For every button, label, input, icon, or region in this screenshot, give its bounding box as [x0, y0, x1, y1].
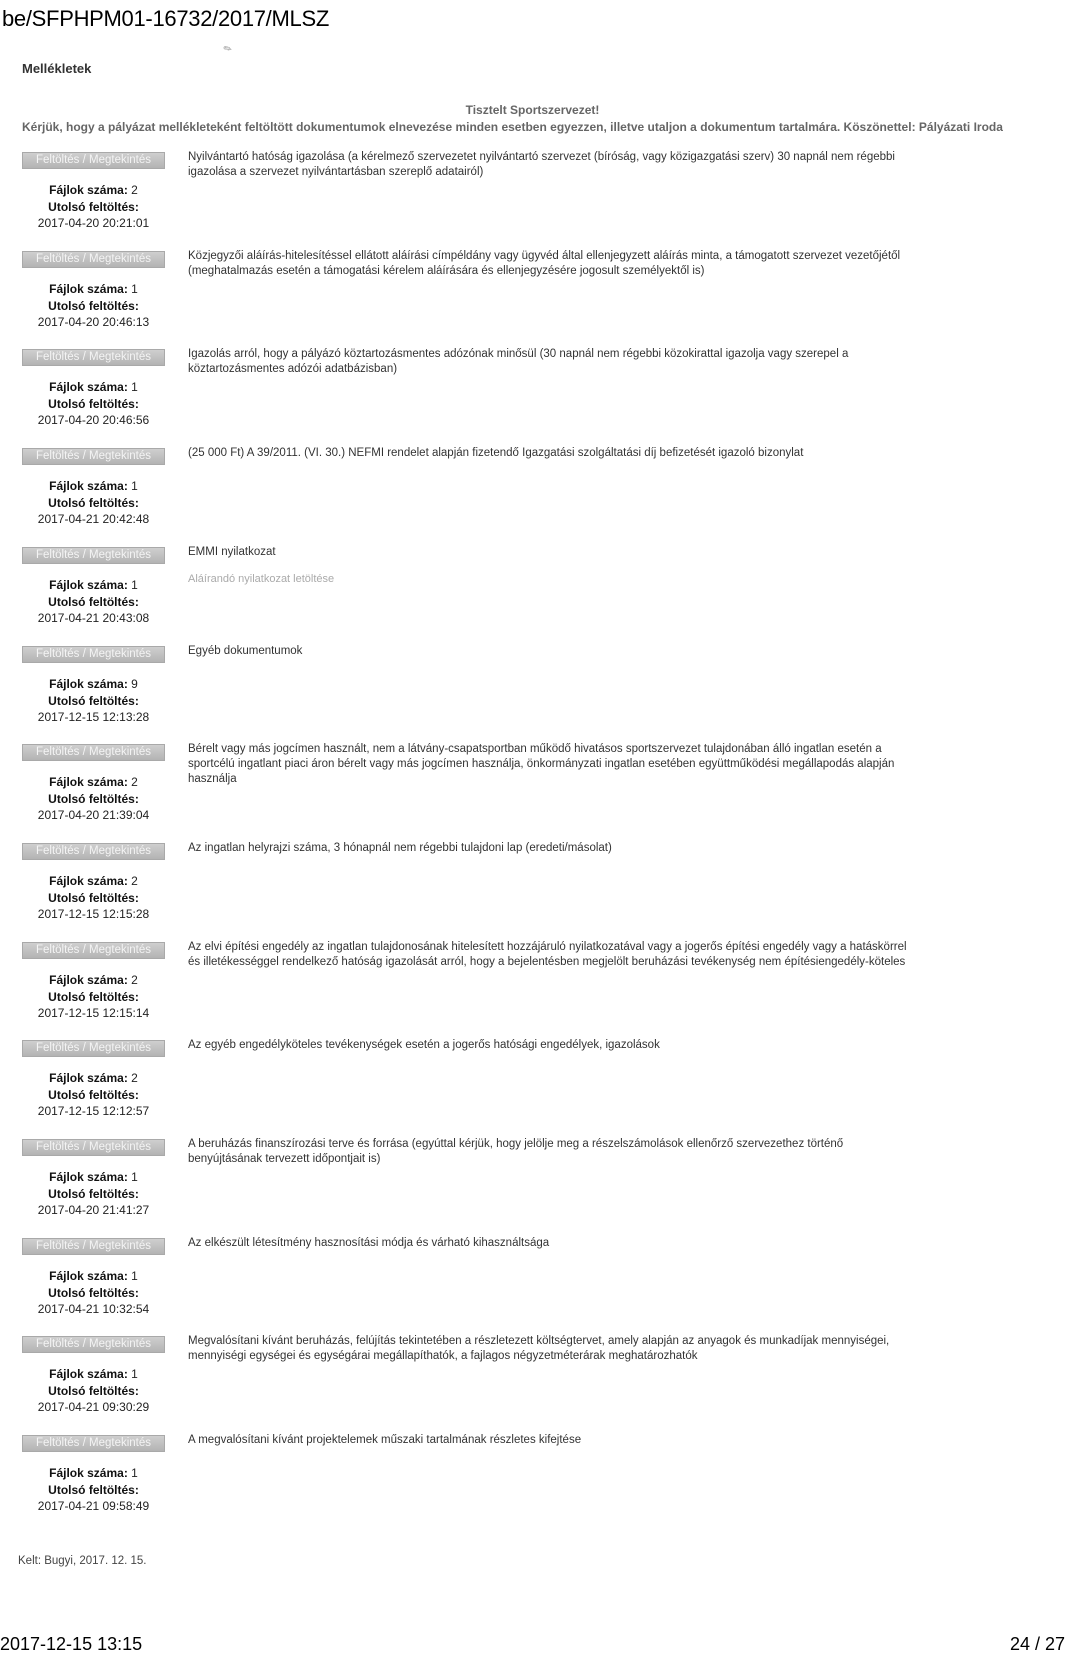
attachment-meta	[22, 182, 165, 232]
files-count-label: Fájlok száma:	[49, 973, 128, 987]
upload-view-button[interactable]: Feltöltés / Megtekintés	[22, 251, 165, 268]
attachment-description	[188, 1334, 908, 1364]
attachment-row	[0, 1139, 1065, 1235]
attachment-meta	[22, 281, 165, 331]
files-count-line	[22, 774, 165, 791]
last-upload-date: 2017-12-15 12:13:28	[37, 710, 150, 724]
attachment-row	[0, 744, 1065, 840]
upload-view-button[interactable]: Feltöltés / Megtekintés	[22, 547, 165, 564]
last-upload-label: Utolsó feltöltés:	[48, 989, 139, 1004]
files-count-line	[22, 478, 165, 495]
files-count-line	[22, 379, 165, 396]
attachment-description-text: Az elvi építési engedély az ingatlan tulajdonosának hitelesített hozzájáruló nyilatkozatával vagy a jogerős építési engedély vagy a hatáskörrel és illetékességgel rendelkező hatóság igazolását arról, hogy a bejelentésben megjelölt beruházási tevékenység nem építésiengedély-köteles	[188, 941, 907, 968]
files-count-line	[22, 1366, 165, 1383]
attachment-description	[188, 1236, 908, 1251]
upload-view-button[interactable]: Feltöltés / Megtekintés	[22, 843, 165, 860]
files-count-label: Fájlok száma:	[49, 874, 128, 888]
last-upload-date: 2017-04-20 20:46:56	[37, 413, 150, 427]
upload-view-button[interactable]: Feltöltés / Megtekintés	[22, 646, 165, 663]
last-upload-label: Utolsó feltöltés:	[48, 298, 139, 313]
attachment-row	[0, 547, 1065, 643]
attachment-description	[188, 347, 908, 377]
files-count-label: Fájlok száma:	[49, 1269, 128, 1283]
attachment-row	[0, 1238, 1065, 1334]
last-upload-label: Utolsó feltöltés:	[48, 890, 139, 905]
upload-view-button[interactable]: Feltöltés / Megtekintés	[22, 152, 165, 169]
upload-view-button[interactable]: Feltöltés / Megtekintés	[22, 349, 165, 366]
attachment-description-text: Az ingatlan helyrajzi száma, 3 hónapnál nem régebbi tulajdoni lap (eredeti/másolat)	[188, 842, 612, 854]
files-count-label: Fájlok száma:	[49, 1466, 128, 1480]
files-count-value: 9	[131, 677, 138, 691]
files-count-label: Fájlok száma:	[49, 775, 128, 789]
attachment-description	[188, 545, 908, 587]
files-count-label: Fájlok száma:	[49, 677, 128, 691]
last-upload-label: Utolsó feltöltés:	[48, 396, 139, 411]
attachment-description-text: (25 000 Ft) A 39/2011. (VI. 30.) NEFMI rendelet alapján fizetendő Igazgatási szolgáltatási díj befizetését igazoló bizonylat	[188, 447, 804, 459]
last-upload-date: 2017-12-15 12:15:14	[37, 1006, 150, 1020]
last-upload-date: 2017-04-20 21:41:27	[37, 1203, 150, 1217]
attachment-description-text: EMMI nyilatkozat	[188, 546, 276, 558]
files-count-value: 2	[131, 973, 138, 987]
last-upload-label: Utolsó feltöltés:	[48, 1383, 139, 1398]
files-count-line	[22, 281, 165, 298]
attachment-description-text: A beruházás finanszírozási terve és forrása (egyúttal kérjük, hogy jelölje meg a részelszámolások ellenőrző szervezethez történő benyújtásának tervezett időpontjait is)	[188, 1138, 844, 1165]
files-count-label: Fájlok száma:	[49, 1367, 128, 1381]
attachment-description-text: Egyéb dokumentumok	[188, 645, 303, 657]
upload-view-button[interactable]: Feltöltés / Megtekintés	[22, 1040, 165, 1057]
attachment-meta	[22, 1268, 165, 1318]
attachment-description	[188, 644, 908, 659]
attachment-meta	[22, 478, 165, 528]
last-upload-label: Utolsó feltöltés:	[48, 693, 139, 708]
files-count-value: 2	[131, 874, 138, 888]
files-count-value: 2	[131, 775, 138, 789]
attachment-description	[188, 1433, 908, 1448]
attachment-description-text: Nyilvántartó hatóság igazolása (a kérelmező szervezetet nyilvántartó szervezet (bíróság, vagy közigazgatási szerv) 30 napnál nem régebbi igazolása a szervezet nyilvántartásban szereplő adatairól)	[188, 151, 895, 178]
attachment-description	[188, 1137, 908, 1167]
attachment-meta	[22, 379, 165, 429]
footer-page-number: 24 / 27	[1009, 1634, 1065, 1654]
upload-view-button[interactable]: Feltöltés / Megtekintés	[22, 448, 165, 465]
attachment-description-text: Az elkészült létesítmény hasznosítási módja és várható kihasználtsága	[188, 1237, 550, 1249]
attachment-row	[0, 646, 1065, 742]
last-upload-date: 2017-04-21 10:32:54	[37, 1302, 150, 1316]
files-count-value: 1	[131, 479, 138, 493]
upload-view-button[interactable]: Feltöltés / Megtekintés	[22, 1435, 165, 1452]
attachment-description-text: Az egyéb engedélyköteles tevékenységek esetén a jogerős hatósági engedélyek, igazolások	[188, 1039, 660, 1051]
download-statement-link[interactable]: Aláírandó nyilatkozat letöltése	[188, 573, 335, 585]
attachment-meta	[22, 577, 165, 627]
document-reference: be/SFPHPM01-16732/2017/MLSZ	[2, 6, 329, 31]
last-upload-date: 2017-04-21 09:30:29	[37, 1400, 150, 1414]
section-title: Mellékletek	[22, 61, 92, 76]
attachment-description	[188, 742, 908, 787]
files-count-line	[22, 1169, 165, 1186]
signature-line: Kelt: Bugyi, 2017. 12. 15.	[18, 1555, 147, 1567]
attachment-meta	[22, 1070, 165, 1120]
last-upload-date: 2017-04-21 09:58:49	[37, 1499, 150, 1513]
attachment-row	[0, 1336, 1065, 1432]
attachment-meta	[22, 1465, 165, 1515]
last-upload-date: 2017-04-21 20:43:08	[37, 611, 150, 625]
last-upload-label: Utolsó feltöltés:	[48, 495, 139, 510]
files-count-label: Fájlok száma:	[49, 183, 128, 197]
scan-artifact: ✎	[221, 42, 235, 57]
attachment-description	[188, 1038, 908, 1053]
last-upload-date: 2017-04-20 20:46:13	[37, 315, 150, 329]
files-count-value: 1	[131, 1367, 138, 1381]
attachment-description-text: Megvalósítani kívánt beruházás, felújítás tekintetében a részletezett költségtervet, amely alapján az anyagok és munkadíjak mennyiségei, mennyiségi egységei és egységárai megállapíthatók, a fajlagos négyzetméterárak meghatározhatók	[188, 1335, 890, 1362]
attachment-meta	[22, 972, 165, 1022]
files-count-label: Fájlok száma:	[49, 479, 128, 493]
last-upload-date: 2017-04-20 21:39:04	[37, 808, 150, 822]
files-count-label: Fájlok száma:	[49, 578, 128, 592]
attachment-description	[188, 841, 908, 856]
upload-view-button[interactable]: Feltöltés / Megtekintés	[22, 942, 165, 959]
last-upload-date: 2017-04-21 20:42:48	[37, 512, 150, 526]
upload-view-button[interactable]: Feltöltés / Megtekintés	[22, 1336, 165, 1353]
files-count-value: 1	[131, 1170, 138, 1184]
files-count-label: Fájlok száma:	[49, 1170, 128, 1184]
attachment-row	[0, 152, 1065, 248]
attachment-description-text: Igazolás arról, hogy a pályázó köztartozásmentes adózónak minősül (30 napnál nem régebbi közokirattal igazolja vagy szerepel a köztartozásmentes adózói adatbázisban)	[188, 348, 849, 375]
attachment-meta	[22, 676, 165, 726]
notice-greeting: Tisztelt Sportszervezet!	[465, 103, 600, 117]
files-count-value: 1	[131, 282, 138, 296]
files-count-line	[22, 873, 165, 890]
last-upload-label: Utolsó feltöltés:	[48, 791, 139, 806]
files-count-line	[22, 182, 165, 199]
last-upload-label: Utolsó feltöltés:	[48, 1285, 139, 1300]
files-count-value: 1	[131, 1269, 138, 1283]
files-count-line	[22, 1465, 165, 1482]
notice-text: Kérjük, hogy a pályázat mellékleteként feltöltött dokumentumok elnevezése minden esetben egyezzen, illetve utaljon a dokumentum tartalmára. Köszönettel: Pályázati Iroda	[22, 120, 1003, 134]
attachment-row	[0, 251, 1065, 347]
last-upload-label: Utolsó feltöltés:	[48, 1087, 139, 1102]
files-count-label: Fájlok száma:	[49, 380, 128, 394]
attachment-row	[0, 843, 1065, 939]
attachment-row	[0, 942, 1065, 1038]
files-count-value: 1	[131, 380, 138, 394]
attachment-description	[188, 940, 908, 970]
files-count-value: 1	[131, 1466, 138, 1480]
attachment-description	[188, 150, 908, 180]
upload-view-button[interactable]: Feltöltés / Megtekintés	[22, 1238, 165, 1255]
last-upload-label: Utolsó feltöltés:	[48, 594, 139, 609]
attachment-description	[188, 249, 908, 279]
attachment-description-text: Közjegyzői aláírás-hitelesítéssel ellátott aláírási címpéldány vagy ügyvéd által ellenjegyzett aláírás minta, a támogatott szervezet vezetőjétől (meghatalmazás esetén a támogatási kérelem aláírására és ellenjegyzésére jogosult személyektől is)	[188, 250, 901, 277]
files-count-line	[22, 676, 165, 693]
footer-datetime: 2017-12-15 13:15	[0, 1634, 143, 1654]
files-count-line	[22, 577, 165, 594]
attachment-meta	[22, 1169, 165, 1219]
files-count-value: 2	[131, 1071, 138, 1085]
attachment-row	[0, 448, 1065, 544]
attachment-description-text: Bérelt vagy más jogcímen használt, nem a látvány-csapatsportban működő hivatásos sportszervezet tulajdonában álló ingatlan esetén a sportcélú ingatlant piaci áron bérelt vagy más jogcímen használja, önkormányzati ingatlan esetében együttműködési megállapodás alapján használja	[188, 743, 895, 785]
attachment-meta	[22, 774, 165, 824]
upload-view-button[interactable]: Feltöltés / Megtekintés	[22, 744, 165, 761]
attachment-description	[188, 446, 908, 461]
last-upload-date: 2017-12-15 12:12:57	[37, 1104, 150, 1118]
files-count-line	[22, 1070, 165, 1087]
attachment-description-text: A megvalósítani kívánt projektelemek műszaki tartalmának részletes kifejtése	[188, 1434, 582, 1446]
files-count-line	[22, 972, 165, 989]
files-count-value: 2	[131, 183, 138, 197]
files-count-value: 1	[131, 578, 138, 592]
files-count-line	[22, 1268, 165, 1285]
files-count-label: Fájlok száma:	[49, 282, 128, 296]
attachment-row	[0, 349, 1065, 445]
attachment-row	[0, 1435, 1065, 1531]
last-upload-label: Utolsó feltöltés:	[48, 1482, 139, 1497]
upload-view-button[interactable]: Feltöltés / Megtekintés	[22, 1139, 165, 1156]
last-upload-date: 2017-04-20 20:21:01	[37, 216, 150, 230]
attachment-meta	[22, 873, 165, 923]
last-upload-label: Utolsó feltöltés:	[48, 199, 139, 214]
files-count-label: Fájlok száma:	[49, 1071, 128, 1085]
last-upload-date: 2017-12-15 12:15:28	[37, 907, 150, 921]
attachment-row	[0, 1040, 1065, 1136]
attachment-meta	[22, 1366, 165, 1416]
last-upload-label: Utolsó feltöltés:	[48, 1186, 139, 1201]
